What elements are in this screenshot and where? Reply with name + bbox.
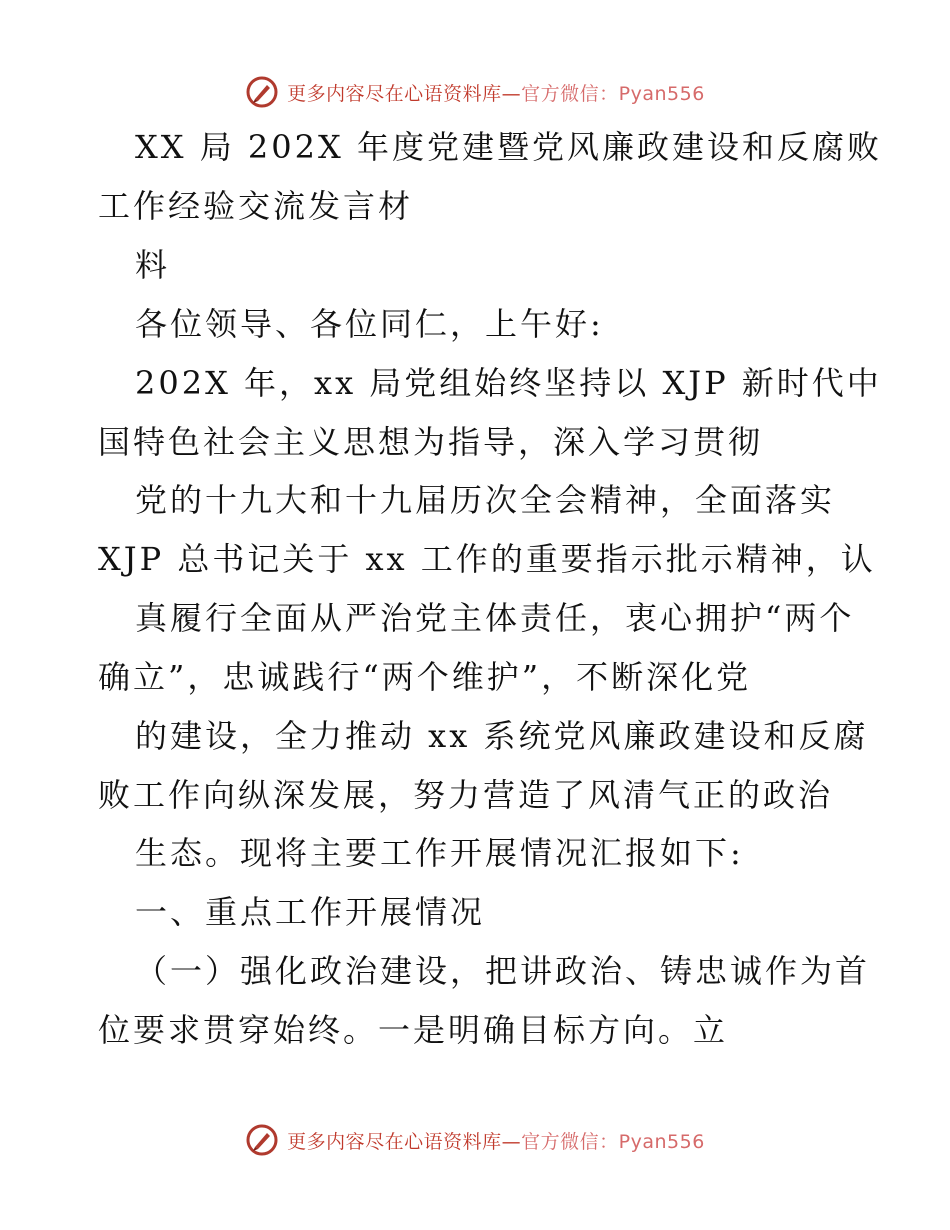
header-banner-text: 更多内容尽在心语资料库—官方微信：Pyan556 bbox=[287, 82, 705, 105]
body-line: 国特色社会主义思想为指导，深入学习贯彻 bbox=[98, 423, 764, 461]
title-line-1: XX 局 202X 年度党建暨党风廉政建设和反腐败 bbox=[135, 128, 882, 166]
title-line-2: 工作经验交流发言材 bbox=[98, 187, 414, 225]
body-line: 位要求贯穿始终。一是明确目标方向。立 bbox=[98, 1011, 729, 1049]
subsection-heading: （一）强化政治建设，把讲政治、铸忠诚作为首 bbox=[135, 952, 871, 990]
greeting-line: 各位领导、各位同仁，上午好: bbox=[135, 305, 604, 343]
body-line: 202X 年，xx 局党组始终坚持以 XJP 新时代中 bbox=[135, 364, 882, 402]
body-line: 确立”，忠诚践行“两个维护”，不断深化党 bbox=[98, 658, 752, 696]
section-heading: 一、重点工作开展情况 bbox=[135, 893, 486, 931]
body-line: 的建设，全力推动 xx 系统党风廉政建设和反腐 bbox=[135, 717, 869, 755]
body-line: 败工作向纵深发展，努力营造了风清气正的政治 bbox=[98, 776, 834, 814]
body-line: 真履行全面从严治党主体责任，衷心拥护“两个 bbox=[135, 599, 855, 637]
pen-logo-icon bbox=[245, 1123, 279, 1157]
body-line: 生态。现将主要工作开展情况汇报如下: bbox=[135, 834, 744, 872]
body-line: XJP 总书记关于 xx 工作的重要指示批示精神，认 bbox=[98, 540, 876, 578]
footer-banner bbox=[0, 1118, 950, 1162]
footer-banner-text: 更多内容尽在心语资料库—官方微信：Pyan556 bbox=[287, 1130, 705, 1153]
body-line: 党的十九大和十九届历次全会精神，全面落实 bbox=[135, 481, 836, 519]
title-line-3: 料 bbox=[135, 246, 171, 284]
